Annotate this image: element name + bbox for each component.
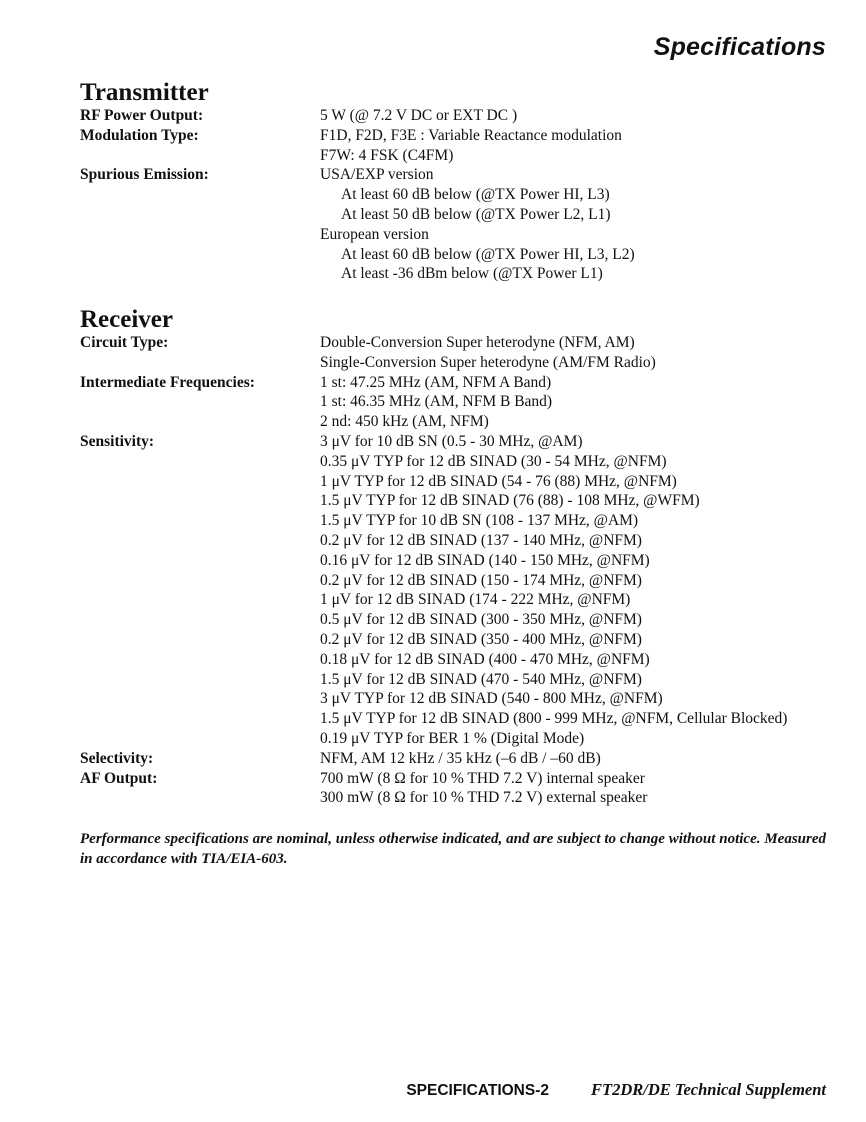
spec-values <box>320 769 840 809</box>
spec-value-line: 5 W (@ 7.2 V DC or EXT DC ) <box>320 107 518 124</box>
spec-value-line: F7W: 4 FSK (C4FM) <box>320 146 454 164</box>
spec-value-line: 1.5 μV TYP for 10 dB SN (108 - 137 MHz, @AM) <box>320 512 639 530</box>
spec-value-line: 0.2 μV for 12 dB SINAD (350 - 400 MHz, @NFM) <box>320 630 642 648</box>
spec-value-line: 3 μV for 10 dB SN (0.5 - 30 MHz, @AM) <box>320 432 583 450</box>
spec-value-line: 1 μV TYP for 12 dB SINAD (54 - 76 (88) MHz, @NFM) <box>320 472 677 490</box>
transmitter-heading: Transmitter <box>80 79 209 106</box>
page-title: Specifications <box>653 33 826 61</box>
spec-value-line: 300 mW (8 Ω for 10 % THD 7.2 V) external speaker <box>320 789 648 807</box>
spec-label: Sensitivity: <box>80 432 155 450</box>
spec-value-line: At least 50 dB below (@TX Power L2, L1) <box>341 205 611 223</box>
spec-label: Selectivity: <box>80 749 154 767</box>
spec-value-line: Double-Conversion Super heterodyne (NFM, AM) <box>320 334 635 351</box>
spec-value-line: 1 st: 46.35 MHz (AM, NFM B Band) <box>320 393 553 411</box>
spec-row-intermediate-frequencies <box>80 373 840 432</box>
spec-value-line: 1 μV for 12 dB SINAD (174 - 222 MHz, @NFM) <box>320 591 631 609</box>
spec-value-line: USA/EXP version <box>320 166 434 184</box>
spec-value-line: 700 mW (8 Ω for 10 % THD 7.2 V) internal speaker <box>320 769 645 787</box>
spec-value-line: 0.5 μV for 12 dB SINAD (300 - 350 MHz, @NFM) <box>320 611 642 629</box>
spec-value-line: 1.5 μV TYP for 12 dB SINAD (800 - 999 MHz, @NFM, Cellular Blocked) <box>320 710 788 728</box>
footer-section-label: SPECIFICATIONS-2 <box>406 1082 549 1099</box>
page-footer <box>406 1080 826 1100</box>
performance-note: Performance specifications are nominal, unless otherwise indicated, and are subject to change without notice. Measured in accordance with TIA/EIA-603. <box>80 831 826 867</box>
spec-row-selectivity <box>80 749 840 769</box>
spec-value-line: 1.5 μV for 12 dB SINAD (470 - 540 MHz, @NFM) <box>320 670 642 688</box>
transmitter-spec-list <box>80 106 840 284</box>
transmitter-section <box>80 78 840 284</box>
spec-values <box>320 749 840 769</box>
spec-row-circuit-type <box>80 333 840 373</box>
spec-value-line: NFM, AM 12 kHz / 35 kHz (–6 dB / –60 dB) <box>320 749 601 767</box>
spec-value-line: 1 st: 47.25 MHz (AM, NFM A Band) <box>320 373 552 391</box>
spec-row-af-output <box>80 769 840 809</box>
spec-label: AF Output: <box>80 769 158 787</box>
spec-row-spurious-emission <box>80 165 840 284</box>
spec-value-line: 0.2 μV for 12 dB SINAD (137 - 140 MHz, @NFM) <box>320 531 642 549</box>
spec-label: Circuit Type: <box>80 334 169 351</box>
spec-label: Modulation Type: <box>80 126 199 144</box>
spec-values <box>320 126 840 166</box>
receiver-heading: Receiver <box>80 306 173 333</box>
footer-document-title: FT2DR/DE Technical Supplement <box>591 1080 826 1099</box>
spec-label: Intermediate Frequencies: <box>80 373 255 391</box>
spec-value-line: 3 μV TYP for 12 dB SINAD (540 - 800 MHz, @NFM) <box>320 690 663 708</box>
spec-row-modulation-type <box>80 126 840 166</box>
spec-value-line: 0.16 μV for 12 dB SINAD (140 - 150 MHz, @NFM) <box>320 551 650 569</box>
spec-row-sensitivity <box>80 432 840 749</box>
spec-value-line: 0.18 μV for 12 dB SINAD (400 - 470 MHz, @NFM) <box>320 650 650 668</box>
spec-values <box>320 373 840 432</box>
spec-value-line: At least 60 dB below (@TX Power HI, L3) <box>341 186 610 204</box>
spec-values <box>320 333 840 373</box>
receiver-spec-list <box>80 333 840 808</box>
spec-value-line: F1D, F2D, F3E : Variable Reactance modulation <box>320 126 622 144</box>
spec-row-rf-power-output <box>80 106 840 126</box>
spec-value-line: 1.5 μV TYP for 12 dB SINAD (76 (88) - 108 MHz, @WFM) <box>320 492 700 510</box>
spec-values <box>320 106 840 126</box>
spec-value-line: Single-Conversion Super heterodyne (AM/FM Radio) <box>320 353 656 371</box>
spec-value-line: At least -36 dBm below (@TX Power L1) <box>341 265 603 283</box>
spec-value-line: At least 60 dB below (@TX Power HI, L3, L2) <box>341 245 635 263</box>
spec-label: RF Power Output: <box>80 107 204 124</box>
spec-value-line: 0.35 μV TYP for 12 dB SINAD (30 - 54 MHz, @NFM) <box>320 452 667 470</box>
spec-value-line: 0.2 μV for 12 dB SINAD (150 - 174 MHz, @NFM) <box>320 571 642 589</box>
receiver-section <box>80 305 840 808</box>
spec-values <box>320 165 840 284</box>
spec-label: Spurious Emission: <box>80 166 209 184</box>
spec-value-line: 0.19 μV TYP for BER 1 % (Digital Mode) <box>320 729 585 747</box>
spec-value-line: 2 nd: 450 kHz (AM, NFM) <box>320 413 489 431</box>
spec-value-line: European version <box>320 225 429 243</box>
spec-values <box>320 432 840 749</box>
